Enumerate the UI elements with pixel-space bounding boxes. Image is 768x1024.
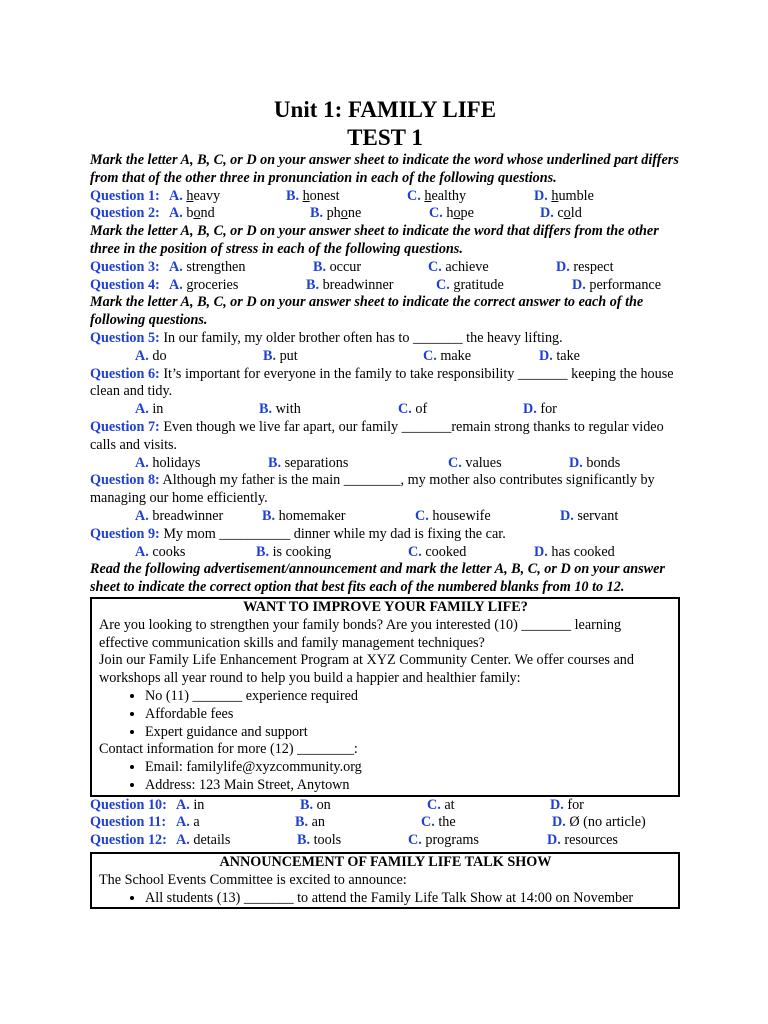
option-b: B. is cooking — [256, 543, 332, 560]
question-3 — [90, 259, 680, 277]
question-9-stem: Question 9: My mom __________ dinner while my dad is fixing the car. — [90, 525, 506, 542]
option-a: A. details — [176, 832, 231, 849]
list-item: • No (11) _______ experience required — [145, 688, 672, 706]
question-4 — [90, 277, 680, 295]
option-b: B. phone — [310, 205, 362, 222]
option-a: A. cooks — [135, 543, 186, 560]
question-label: Question 11: — [90, 814, 167, 831]
advertisement-paragraph-2: Join our Family Life Enhancement Program at XYZ Community Center. We offer courses and workshops all year round to help you build a happier and healthier family: — [99, 652, 634, 687]
option-b: B. honest — [286, 187, 340, 204]
option-a: A. holidays — [135, 454, 201, 471]
option-d: D. humble — [534, 187, 594, 204]
question-label: Question 10: — [90, 796, 167, 813]
option-b: B. on — [300, 796, 331, 813]
option-c: C. of — [398, 401, 428, 418]
option-b: B. homemaker — [262, 507, 346, 524]
question-8-stem: Question 8: Although my father is the main ________, my mother also contributes significantly by managing our home efficiently. — [90, 472, 655, 507]
question-label: Question 2: — [90, 205, 160, 222]
announcement-list — [99, 890, 672, 908]
question-5-options — [90, 348, 680, 366]
question-5-stem: Question 5: In our family, my older brother often has to _______ the heavy lifting. — [90, 329, 563, 346]
question-2 — [90, 205, 680, 223]
option-d: D. has cooked — [534, 543, 615, 560]
option-b: B. an — [295, 814, 325, 831]
option-c: C. gratitude — [436, 276, 504, 293]
question-10 — [90, 797, 680, 815]
option-a: A. in — [135, 401, 164, 418]
option-b: B. occur — [313, 258, 362, 275]
instruction-correct-answer: Mark the letter A, B, C, or D on your answer sheet to indicate the correct answer to each of the following questions. — [90, 294, 644, 329]
option-d: D. servant — [560, 507, 619, 524]
option-d: D. Ø (no article) — [552, 814, 646, 831]
question-6-stem: Question 6: It’s important for everyone in the family to take responsibility _______ keeping the house clean and tidy. — [90, 365, 674, 400]
advertisement-box — [90, 597, 680, 797]
list-item: • Expert guidance and support — [145, 724, 672, 742]
question-12 — [90, 832, 680, 850]
instruction-stress: Mark the letter A, B, C, or D on your answer sheet to indicate the word that differs from the other three in the position of stress in each of the following questions. — [90, 223, 659, 257]
announcement-box — [90, 852, 680, 909]
question-8-options — [90, 508, 680, 526]
option-d: D. take — [539, 347, 580, 364]
question-11 — [90, 814, 680, 832]
advertisement-contact-list — [99, 759, 672, 795]
list-item: • All students (13) _______ to attend the Family Life Talk Show at 14:00 on November — [145, 890, 672, 908]
question-1 — [90, 188, 680, 206]
question-label: Question 4: — [90, 276, 160, 293]
option-b: B. breadwinner — [306, 276, 394, 293]
list-item: • Affordable fees — [145, 706, 672, 724]
unit-title: Unit 1: FAMILY LIFE — [273, 97, 497, 122]
option-c: C. hope — [429, 205, 474, 222]
option-d: D. cold — [540, 205, 582, 222]
option-c: C. make — [423, 347, 472, 364]
option-c: C. cooked — [408, 543, 467, 560]
option-a: A. heavy — [169, 187, 221, 204]
option-a: A. strengthen — [169, 258, 246, 275]
option-c: C. healthy — [407, 187, 467, 204]
option-d: D. respect — [556, 258, 614, 275]
question-label: Question 3: — [90, 258, 160, 275]
option-c: C. achieve — [428, 258, 489, 275]
option-a: A. groceries — [169, 276, 239, 293]
option-c: C. housewife — [415, 507, 491, 524]
option-d: D. resources — [547, 832, 618, 849]
question-6-options — [90, 401, 680, 419]
option-d: D. performance — [572, 276, 662, 293]
option-a: A. breadwinner — [135, 507, 224, 524]
advertisement-paragraph-1: Are you looking to strengthen your family bonds? Are you interested (10) _______ learning effective communication skills and family management techniques? — [99, 616, 622, 651]
option-d: D. bonds — [569, 454, 621, 471]
worksheet-page — [90, 96, 680, 909]
advertisement-contact: Contact information for more (12) ________: — [99, 741, 358, 758]
question-9-options — [90, 544, 680, 562]
option-a: A. do — [135, 347, 167, 364]
announcement-title: ANNOUNCEMENT OF FAMILY LIFE TALK SHOW — [219, 854, 552, 871]
option-c: C. values — [448, 454, 502, 471]
option-a: A. a — [176, 814, 200, 831]
list-item: • Address: 123 Main Street, Anytown — [145, 777, 672, 795]
option-d: D. for — [550, 796, 584, 813]
option-d: D. for — [523, 401, 557, 418]
question-7-stem: Question 7: Even though we live far apart, our family _______remain strong thanks to regular video calls and visits. — [90, 418, 664, 453]
option-b: B. tools — [297, 832, 342, 849]
test-title: TEST 1 — [347, 125, 423, 150]
list-item: • Email: familylife@xyzcommunity.org — [145, 759, 672, 777]
option-b: B. with — [259, 401, 301, 418]
advertisement-title: WANT TO IMPROVE YOUR FAMILY LIFE? — [243, 598, 528, 615]
option-b: B. separations — [268, 454, 349, 471]
instruction-reading: Read the following advertisement/announcement and mark the letter A, B, C, or D on your answer sheet to indicate the correct option that best fits each of the numbered blanks from 10 to 12. — [90, 561, 665, 596]
option-a: A. bond — [169, 205, 215, 222]
question-label: Question 1: — [90, 187, 160, 204]
announcement-paragraph-1: The School Events Committee is excited to announce: — [99, 871, 407, 888]
option-a: A. in — [176, 796, 205, 813]
option-c: C. programs — [408, 832, 479, 849]
option-b: B. put — [263, 347, 298, 364]
option-c: C. at — [427, 796, 455, 813]
question-7-options — [90, 455, 680, 473]
instruction-pronunciation: Mark the letter A, B, C, or D on your answer sheet to indicate the word whose underlined part differs from that of the other three in pronunciation in each of the following questions. — [90, 152, 679, 186]
advertisement-features — [99, 688, 672, 741]
option-c: C. the — [421, 814, 456, 831]
question-label: Question 12: — [90, 832, 167, 849]
